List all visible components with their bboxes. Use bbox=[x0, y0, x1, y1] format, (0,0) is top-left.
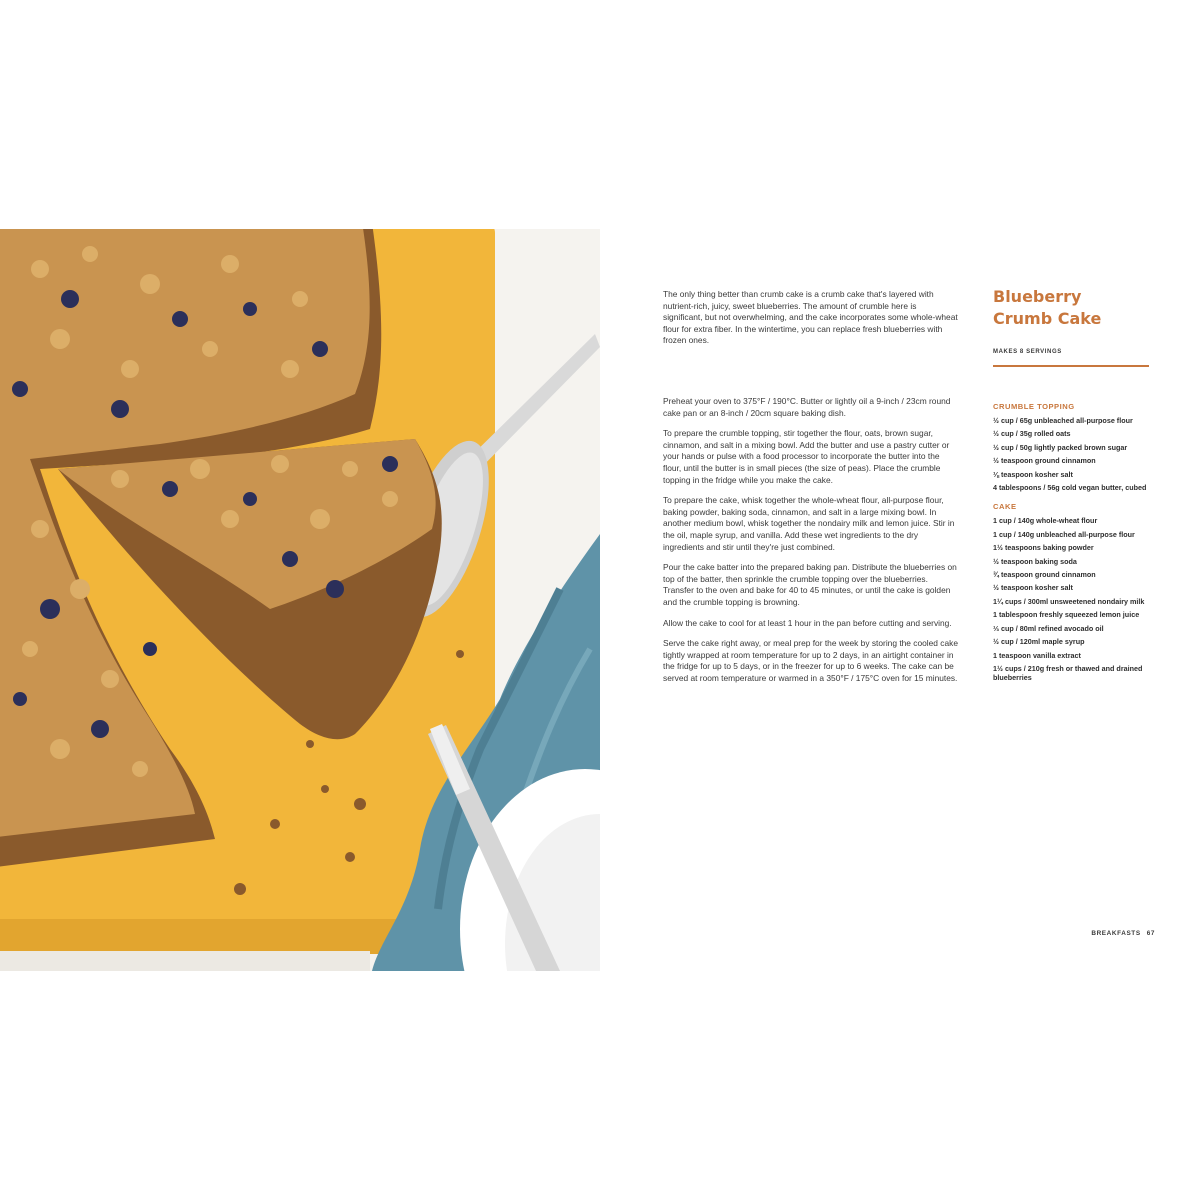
book-spread bbox=[0, 229, 1200, 971]
ingredient-item: 1 teaspoon vanilla extract bbox=[993, 650, 1081, 660]
method-steps bbox=[663, 396, 958, 693]
method-step-6: Serve the cake right away, or meal prep for the week by storing the cooled cake tightly wrapped at room temperature for up to 2 days, in an airtight container in the fridge for up to 5 days, or in the freezer for up to 6 weeks. The cake can be served at room temperature or warmed in a 350°F / 175°C oven for 15 minutes. bbox=[663, 638, 958, 683]
page-folio bbox=[1085, 930, 1155, 937]
ingredient-item: 1 tablespoon freshly squeezed lemon juice bbox=[993, 610, 1140, 620]
method-step-3: To prepare the cake, whisk together the whole-wheat flour, all-purpose flour, baking powder, baking soda, cinnamon, and salt in a large mixing bowl. In another medium bowl, whisk together the nondairy milk and lemon juice. Stir in the oil, maple syrup, and vanilla. Add these wet ingredients to the dry ingredients and stir until they're just combined. bbox=[663, 495, 955, 552]
topping-heading: CRUMBLE TOPPING bbox=[993, 402, 1075, 411]
ingredient-item: ½ teaspoon kosher salt bbox=[993, 583, 1073, 593]
ingredient-item: 1 cup / 140g unbleached all-purpose flour bbox=[993, 529, 1135, 539]
method-step-2: To prepare the crumble topping, stir together the flour, oats, brown sugar, cinnamon, and salt in a mixing bowl. Add the butter and use a pastry cutter or your hands or pulse with a food processor to incorporate the butter into the flour, until the butter is in small pieces (the size of peas). Place the crumble topping in the fridge while you make the cake. bbox=[663, 428, 950, 485]
recipe-intro bbox=[663, 289, 958, 356]
recipe-page bbox=[600, 229, 1200, 971]
recipe-title-line1: Blueberry bbox=[993, 287, 1082, 306]
ingredient-item: ⅛ teaspoon kosher salt bbox=[993, 469, 1073, 479]
ingredient-item: ½ teaspoon baking soda bbox=[993, 556, 1077, 566]
ingredient-item: 1½ teaspoons baking powder bbox=[993, 543, 1094, 553]
ingredient-item: 1 cup / 140g whole-wheat flour bbox=[993, 516, 1098, 526]
topping-items bbox=[993, 416, 1153, 492]
ingredient-item: ½ cup / 50g lightly packed brown sugar bbox=[993, 442, 1128, 452]
intro-paragraph: The only thing better than crumb cake is a crumb cake that's layered with nutrient-rich, juicy, sweet blueberries. The amount of crumble here is significant, but not overwhelming, and the cake incorporates some whole-wheat flour for extra fiber. In the wintertime, you can replace fresh blueberries with frozen ones. bbox=[663, 289, 958, 346]
ingredient-item: ¾ teaspoon ground cinnamon bbox=[993, 570, 1096, 580]
recipe-title bbox=[993, 286, 1163, 330]
ingredient-item: 1¼ cups / 300ml unsweetened nondairy milk bbox=[993, 596, 1145, 606]
method-step-1: Preheat your oven to 375°F / 190°C. Butter or lightly oil a 9-inch / 23cm round cake pan or an 8-inch / 20cm square baking dish. bbox=[663, 396, 951, 418]
recipe-title-line2: Crumb Cake bbox=[993, 309, 1102, 328]
ingredient-item: ½ cup / 35g rolled oats bbox=[993, 429, 1071, 439]
method-step-5: Allow the cake to cool for at least 1 hour in the pan before cutting and serving. bbox=[663, 617, 952, 628]
cake-photo bbox=[0, 229, 600, 971]
folio-page-number: 67 bbox=[1146, 930, 1155, 937]
method-step-4: Pour the cake batter into the prepared baking pan. Distribute the blueberries on top of the batter, then sprinkle the crumble topping over the blueberries. Transfer to the oven and bake for 40 to 45 minutes, or until the cake is golden and the crumble topping is browning. bbox=[663, 562, 957, 607]
ingredient-item: ⅓ cup / 80ml refined avocado oil bbox=[993, 623, 1104, 633]
title-rule bbox=[993, 365, 1149, 367]
cake-items bbox=[993, 516, 1153, 682]
cake-heading: CAKE bbox=[993, 502, 1017, 512]
ingredient-item: ½ teaspoon ground cinnamon bbox=[993, 456, 1096, 466]
ingredient-item: ½ cup / 120ml maple syrup bbox=[993, 637, 1085, 647]
folio-section: BREAKFASTS bbox=[1091, 930, 1141, 937]
ingredient-item: 4 tablespoons / 56g cold vegan butter, cubed bbox=[993, 483, 1147, 493]
ingredient-item: 1½ cups / 210g fresh or thawed and drained blueberries bbox=[993, 663, 1143, 683]
ingredients-list bbox=[993, 402, 1153, 693]
servings-label: MAKES 8 SERVINGS bbox=[993, 349, 1062, 355]
ingredient-item: ½ cup / 65g unbleached all-purpose flour bbox=[993, 416, 1133, 425]
